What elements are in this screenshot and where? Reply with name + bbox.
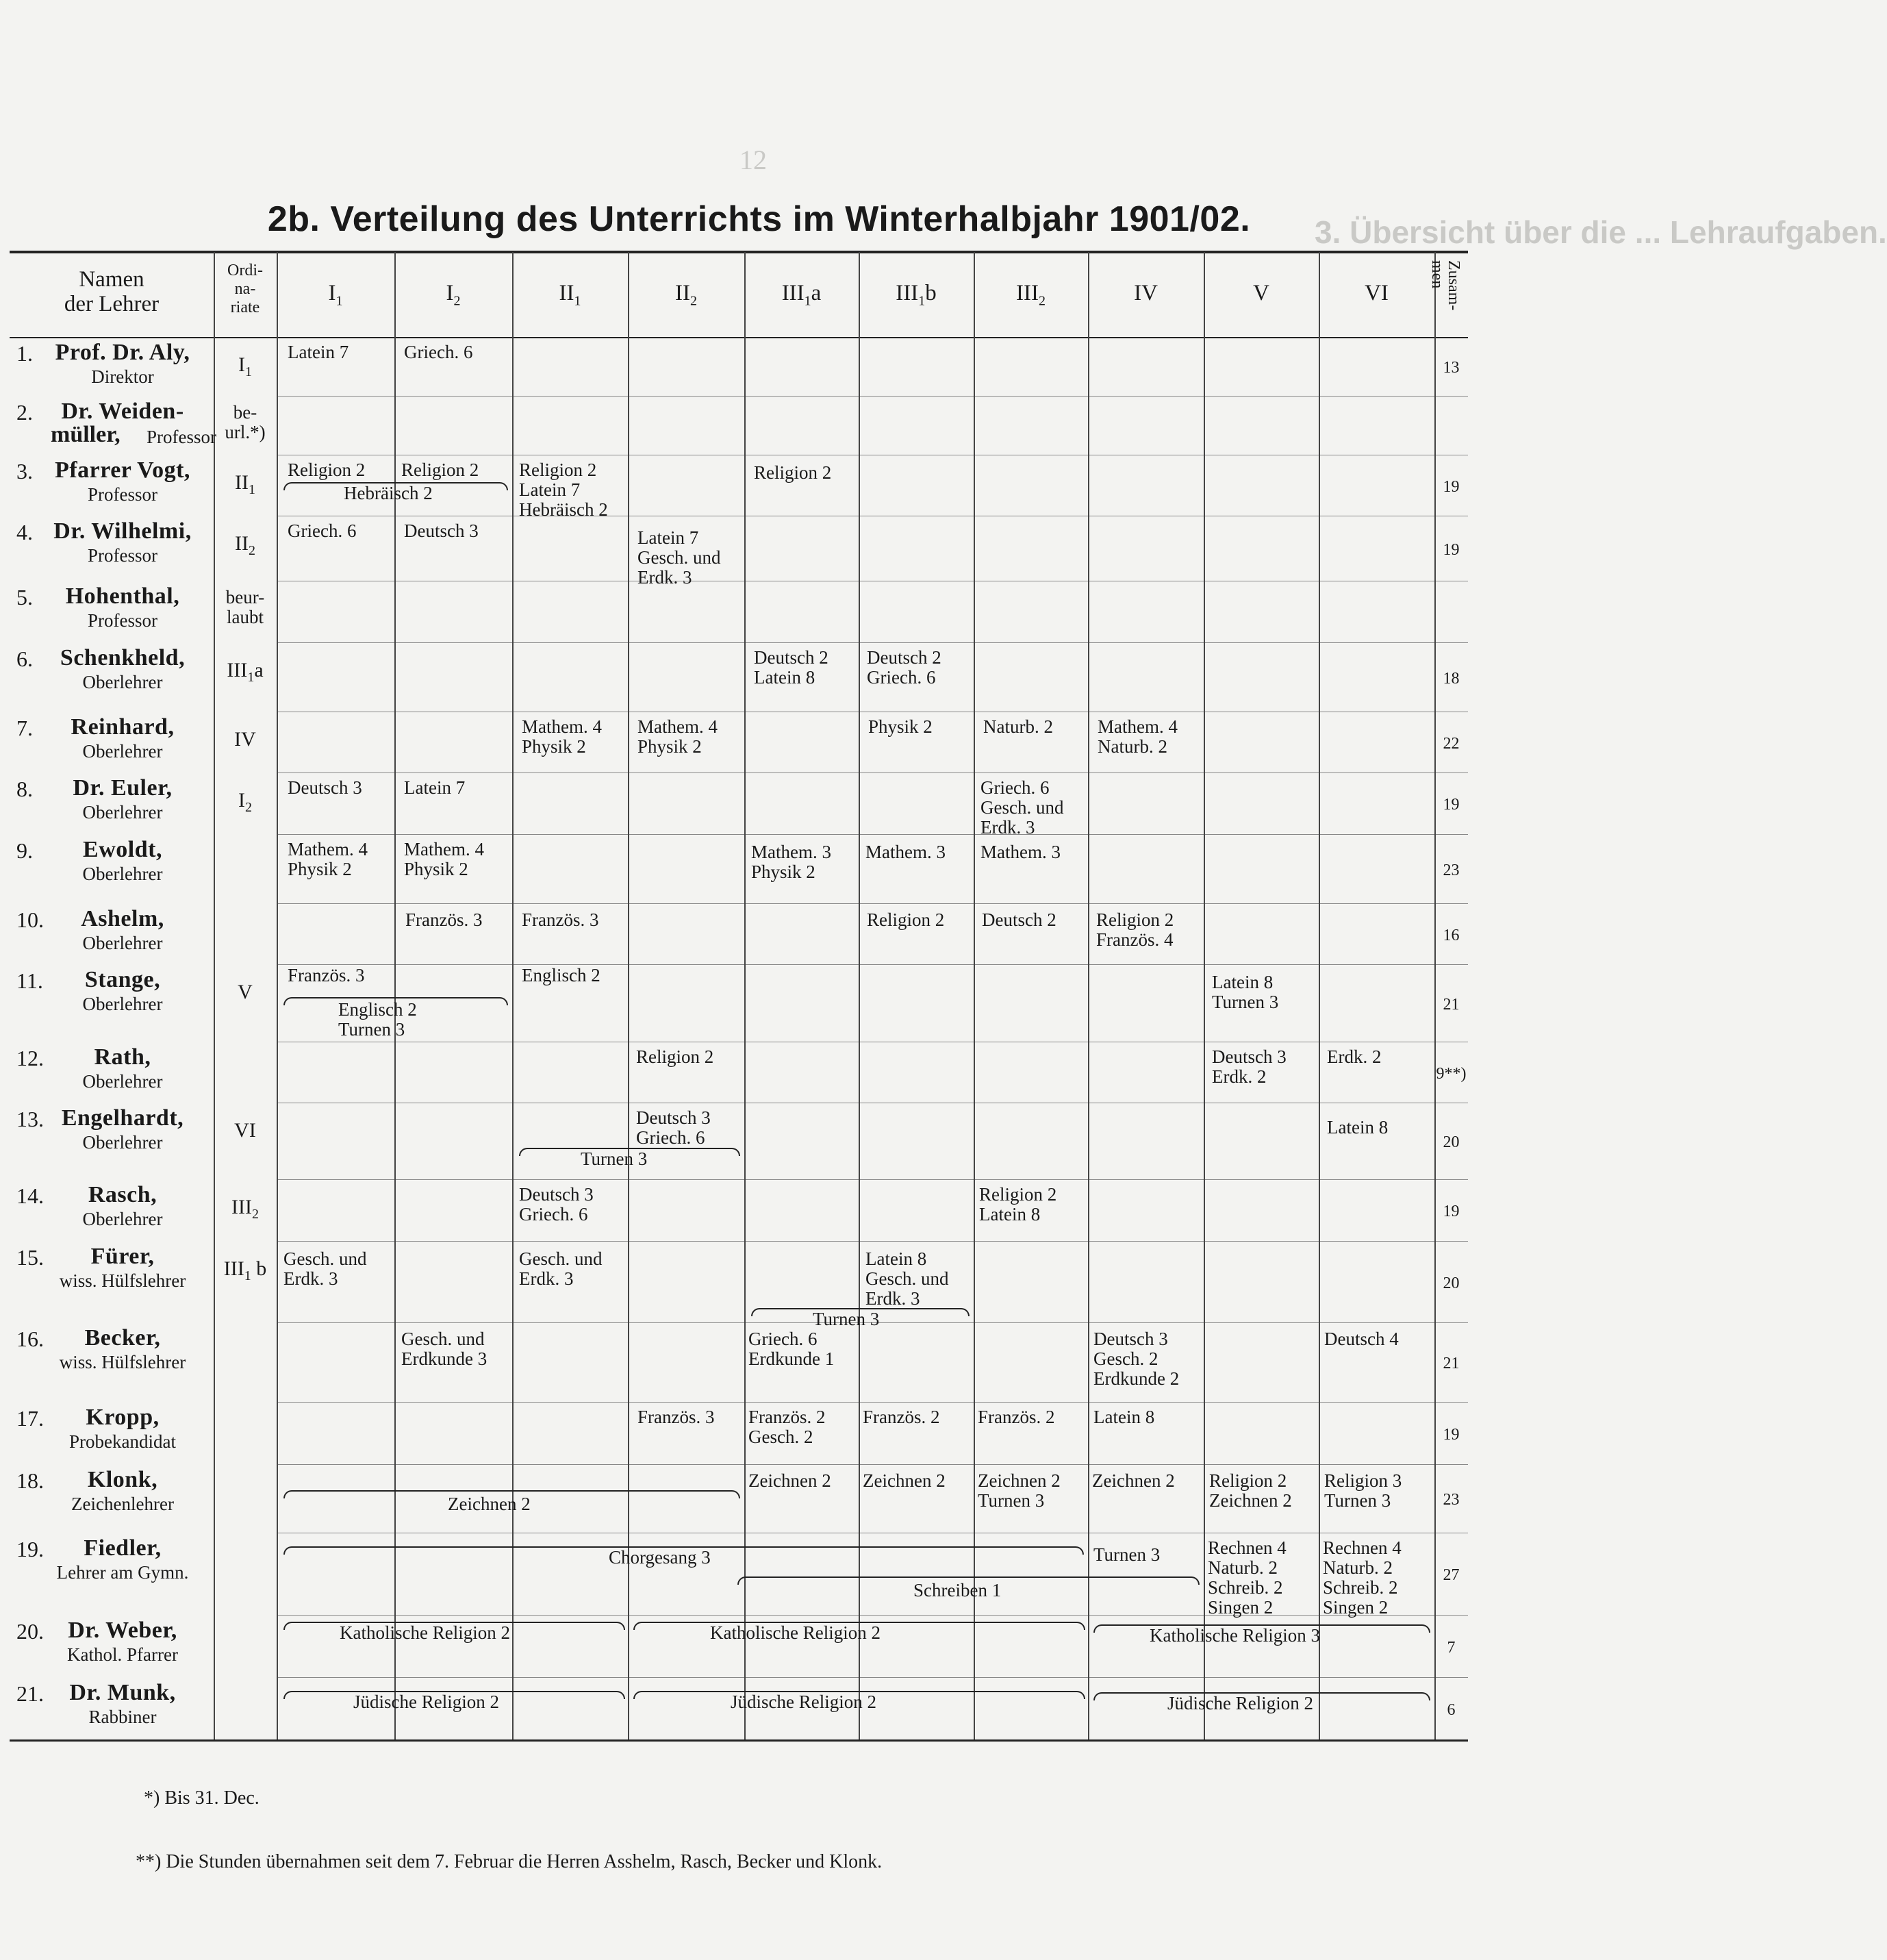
brace-kath-3 xyxy=(1093,1624,1430,1633)
teacher-number: 13. xyxy=(16,1107,44,1131)
class-base: II xyxy=(235,471,249,494)
cell-r18-c9: Religion 2 Zeichnen 2 xyxy=(1209,1470,1292,1511)
teacher-name xyxy=(23,457,222,483)
header-class-c10 xyxy=(1319,281,1434,305)
teacher-number: 12. xyxy=(16,1046,44,1070)
teacher-total-hours: 16 xyxy=(1443,926,1460,944)
cell-r20-c4: Katholische Religion 2 xyxy=(710,1622,881,1643)
footnote-2: **) Die Stunden übernahmen seit dem 7. Februar die Herren Asshelm, Rasch, Becker und Klonk. xyxy=(136,1851,883,1872)
header-class-c2 xyxy=(394,281,512,309)
teacher-name xyxy=(23,775,222,801)
teacher-title: wiss. Hülfslehrer xyxy=(59,1352,186,1372)
cell-r11-c1: Französ. 3 xyxy=(288,965,365,985)
cell-r19-c10: Rechnen 4 Naturb. 2 Schreib. 2 Singen 2 xyxy=(1323,1537,1402,1618)
teacher-title: Kathol. Pfarrer xyxy=(67,1644,178,1665)
teacher-title: Oberlehrer xyxy=(82,672,163,692)
teacher-total-hours: 27 xyxy=(1443,1566,1460,1584)
teacher-title: Oberlehrer xyxy=(82,741,163,762)
row-divider xyxy=(277,964,1468,965)
row-divider xyxy=(277,1241,1468,1242)
cell-r11-c9: Latein 8 Turnen 3 xyxy=(1212,972,1279,1012)
teacher-name-text: Prof. Dr. Aly, xyxy=(55,340,190,365)
header-class-c7 xyxy=(974,281,1088,309)
class-base: IV xyxy=(1134,281,1158,305)
class-base: III xyxy=(227,659,248,681)
header-class-c8 xyxy=(1088,281,1204,305)
cell-r9-c7: Mathem. 3 xyxy=(980,842,1061,862)
teacher-total-hours: 19 xyxy=(1443,540,1460,559)
class-base: I xyxy=(238,789,245,812)
cell-r17-c6: Französ. 2 xyxy=(863,1407,940,1427)
cell-r17-c8: Latein 8 xyxy=(1093,1407,1155,1427)
teacher-ordinariate xyxy=(214,1196,277,1222)
cell-r16-c2: Gesch. und Erdkunde 3 xyxy=(401,1329,487,1369)
row-divider xyxy=(277,903,1468,904)
teacher-title: Oberlehrer xyxy=(82,994,163,1014)
cell-r13-c4: Deutsch 3 Griech. 6 xyxy=(636,1107,711,1148)
teacher-total-hours: 23 xyxy=(1443,1491,1460,1509)
teacher-name-text: Fiedler, xyxy=(84,1535,162,1561)
cell-r7-c4: Mathem. 4 Physik 2 xyxy=(637,716,718,757)
teacher-name-text: Dr. Munk, xyxy=(69,1680,176,1705)
teacher-number: 19. xyxy=(16,1537,44,1561)
class-suffix: b xyxy=(251,1257,267,1280)
teacher-name-text: Kropp, xyxy=(86,1405,160,1430)
column-divider xyxy=(1088,252,1089,1739)
cell-r18-c1: Zeichnen 2 xyxy=(448,1494,531,1514)
cell-r19-c4: Chorgesang 3 xyxy=(609,1547,711,1568)
header-names: Namen der Lehrer xyxy=(64,267,160,316)
class-base: II xyxy=(559,281,574,305)
row-divider xyxy=(277,834,1468,835)
teacher-name xyxy=(23,645,222,670)
cell-r17-c4: Französ. 3 xyxy=(637,1407,715,1427)
teacher-number: 6. xyxy=(16,646,33,671)
teacher-name-text: Klonk, xyxy=(87,1467,158,1492)
row-divider xyxy=(277,772,1468,773)
page-title: 2b. Verteilung des Unterrichts im Winterhalbjahr 1901/02. xyxy=(267,199,1251,239)
teacher-total-hours: 21 xyxy=(1443,1355,1460,1372)
header-rule xyxy=(10,337,1468,338)
teacher-total-hours: 20 xyxy=(1443,1133,1460,1151)
cell-r15-c6: Latein 8 Gesch. und Erdk. 3 xyxy=(865,1248,949,1309)
teacher-name xyxy=(23,401,222,423)
row-divider xyxy=(277,1677,1468,1678)
cell-r21-c4: Jüdische Religion 2 xyxy=(731,1692,876,1712)
cell-r18-c8: Zeichnen 2 xyxy=(1092,1470,1175,1491)
teacher-name-text: Engelhardt, xyxy=(61,1105,184,1131)
column-divider xyxy=(512,252,514,1739)
class-base: III xyxy=(1016,281,1039,305)
teacher-name-text: Reinhard, xyxy=(71,714,175,740)
brace-turnen-fuerer xyxy=(751,1308,970,1316)
teacher-name-text: Dr. Euler, xyxy=(73,775,173,801)
cell-r7-c7: Naturb. 2 xyxy=(983,716,1053,737)
bleed-through-heading: 3. Übersicht über die ... Lehraufgaben. xyxy=(1315,214,1887,250)
teacher-name-text: Hohenthal, xyxy=(65,583,180,609)
class-subscript: 1 xyxy=(574,293,581,309)
column-divider xyxy=(628,252,629,1739)
class-base: I xyxy=(238,353,245,376)
footnotes xyxy=(136,1745,883,1894)
cell-r8-c2: Latein 7 xyxy=(404,777,466,798)
teacher-number: 10. xyxy=(16,907,44,932)
row-divider xyxy=(277,642,1468,643)
cell-r18-c6: Zeichnen 2 xyxy=(863,1470,946,1491)
cell-r8-c7: Griech. 6 Gesch. und Erdk. 3 xyxy=(980,777,1064,838)
teacher-total-hours: 6 xyxy=(1447,1700,1456,1719)
cell-r20-c8: Katholische Religion 3 xyxy=(1150,1625,1320,1646)
teacher-name-text: Pfarrer Vogt, xyxy=(55,457,190,483)
cell-r19-c6: Schreiben 1 xyxy=(913,1580,1002,1600)
teacher-name xyxy=(23,1407,222,1429)
bleed-through-page-number: 12 xyxy=(739,145,767,175)
cell-r17-c5: Französ. 2 Gesch. 2 xyxy=(748,1407,826,1447)
class-base: III xyxy=(781,281,805,305)
class-base: II xyxy=(675,281,690,305)
cell-r15-c3: Gesch. und Erdk. 3 xyxy=(519,1248,603,1289)
teacher-number: 7. xyxy=(16,716,33,740)
cell-r19-c8: Turnen 3 xyxy=(1093,1544,1161,1565)
column-divider xyxy=(859,252,860,1739)
teacher-total-hours: 20 xyxy=(1443,1274,1460,1292)
cell-r18-c7: Zeichnen 2 Turnen 3 xyxy=(978,1470,1061,1511)
teacher-title: Oberlehrer xyxy=(82,802,163,822)
teacher-title: Probekandidat xyxy=(69,1431,176,1452)
brace-jued-1 xyxy=(283,1691,625,1699)
teacher-ordinariate: be- url.*) xyxy=(225,402,266,442)
teacher-title: Professor xyxy=(88,610,157,631)
teacher-name xyxy=(23,1246,222,1268)
teacher-number: 4. xyxy=(16,520,33,544)
row-divider xyxy=(277,396,1468,397)
schedule-table xyxy=(10,252,1468,1739)
teacher-name xyxy=(23,1620,222,1642)
teacher-name-text: Fürer, xyxy=(90,1244,155,1269)
brace-zeichnen xyxy=(283,1490,740,1498)
teacher-title: Direktor xyxy=(91,366,154,387)
cell-r10-c3: Französ. 3 xyxy=(522,909,599,930)
cell-r16-c8: Deutsch 3 Gesch. 2 Erdkunde 2 xyxy=(1093,1329,1180,1389)
teacher-name xyxy=(23,1467,222,1492)
class-subscript: 1 xyxy=(245,364,252,379)
teacher-title: wiss. Hülfslehrer xyxy=(59,1270,186,1291)
cell-r11-c1: Englisch 2 Turnen 3 xyxy=(338,999,417,1040)
teacher-name-text: Rath, xyxy=(94,1044,151,1070)
class-suffix: a xyxy=(254,659,264,681)
teacher-title: Oberlehrer xyxy=(82,933,163,953)
teacher-number: 17. xyxy=(16,1406,44,1431)
cell-r9-c5: Mathem. 3 Physik 2 xyxy=(751,842,831,882)
row-divider xyxy=(277,1615,1468,1616)
row-divider xyxy=(277,1402,1468,1403)
class-base: III xyxy=(223,1257,244,1280)
class-subscript: 1 xyxy=(918,293,926,309)
brace-hebraeisch xyxy=(283,482,508,490)
class-subscript: 2 xyxy=(251,1207,259,1222)
cell-r16-c10: Deutsch 4 xyxy=(1324,1329,1399,1349)
cell-r21-c1: Jüdische Religion 2 xyxy=(353,1692,499,1712)
teacher-name-text-2: müller, xyxy=(51,422,121,447)
teacher-name-text: Schenkheld, xyxy=(60,645,186,670)
teacher-number: 20. xyxy=(16,1619,44,1644)
class-suffix: b xyxy=(925,281,937,305)
class-base: VI xyxy=(234,1119,256,1142)
teacher-title: Zeichenlehrer xyxy=(71,1494,174,1514)
teacher-total-hours: 18 xyxy=(1443,669,1460,688)
cell-r1-c1: Latein 7 xyxy=(288,342,349,362)
brace-schreiben xyxy=(737,1576,1200,1585)
teacher-number: 5. xyxy=(16,585,33,610)
teacher-total-hours: 21 xyxy=(1443,995,1460,1014)
class-subscript: 2 xyxy=(453,293,461,309)
teacher-name xyxy=(23,1044,222,1070)
teacher-number: 14. xyxy=(16,1183,44,1208)
teacher-number: 18. xyxy=(16,1468,44,1493)
teacher-number: 3. xyxy=(16,459,33,483)
teacher-name xyxy=(23,1105,222,1131)
class-subscript: 1 xyxy=(804,293,811,309)
cell-r3-c5: Religion 2 xyxy=(754,462,832,483)
cell-r1-c2: Griech. 6 xyxy=(404,342,473,362)
cell-r9-c6: Mathem. 3 xyxy=(865,842,946,862)
teacher-ordinariate xyxy=(214,471,277,497)
brace-jued-2 xyxy=(633,1691,1085,1699)
teacher-title: Professor xyxy=(88,484,157,505)
cell-r18-c5: Zeichnen 2 xyxy=(748,1470,831,1491)
teacher-name-text: Rasch, xyxy=(88,1182,157,1207)
class-base: I xyxy=(328,281,336,305)
footnote-1: *) Bis 31. Dec. xyxy=(144,1787,259,1809)
class-base: IV xyxy=(234,728,256,751)
brace-chorgesang xyxy=(283,1546,1084,1555)
teacher-title: Professor xyxy=(147,427,216,447)
teacher-title: Professor xyxy=(88,545,157,566)
brace-englisch-turnen xyxy=(283,997,508,1005)
teacher-total-hours: 19 xyxy=(1443,477,1460,496)
cell-r10-c6: Religion 2 xyxy=(867,909,945,930)
teacher-ordinariate xyxy=(214,353,277,379)
class-subscript: 1 xyxy=(248,482,255,497)
brace-jued-3 xyxy=(1093,1692,1430,1700)
teacher-total-hours: 23 xyxy=(1443,861,1460,879)
cell-r15-c1: Gesch. und Erdk. 3 xyxy=(283,1248,367,1289)
teacher-name-text: Stange, xyxy=(84,967,161,992)
class-subscript: 1 xyxy=(247,670,255,685)
cell-r13-c3: Turnen 3 xyxy=(581,1148,648,1169)
teacher-name xyxy=(23,1535,222,1561)
teacher-name-text: Dr. Wilhelmi, xyxy=(53,518,192,544)
class-base: III xyxy=(896,281,919,305)
cell-r9-c2: Mathem. 4 Physik 2 xyxy=(404,839,484,879)
header-class-c6 xyxy=(859,281,974,309)
cell-r12-c10: Erdk. 2 xyxy=(1327,1046,1382,1067)
teacher-title: Rabbiner xyxy=(88,1707,157,1727)
cell-r15-c5: Turnen 3 xyxy=(813,1309,880,1329)
cell-r4-c4: Latein 7 Gesch. und Erdk. 3 xyxy=(637,527,721,588)
teacher-number: 2. xyxy=(16,400,33,425)
column-divider xyxy=(277,252,278,1739)
brace-kath-1 xyxy=(283,1622,625,1630)
column-divider xyxy=(1204,252,1205,1739)
class-base: I xyxy=(446,281,454,305)
cell-r3-c3: Religion 2 Latein 7 Hebräisch 2 xyxy=(519,460,608,520)
cell-r21-c8: Jüdische Religion 2 xyxy=(1167,1693,1313,1713)
header-ordinariate: Ordi- na- riate xyxy=(227,262,263,316)
cell-r6-c6: Deutsch 2 Griech. 6 xyxy=(867,647,941,688)
column-divider xyxy=(394,252,396,1739)
class-base: II xyxy=(235,532,249,555)
header-class-c9 xyxy=(1204,281,1319,305)
cell-r14-c3: Deutsch 3 Griech. 6 xyxy=(519,1184,594,1224)
class-base: V xyxy=(238,981,253,1003)
cell-r10-c2: Französ. 3 xyxy=(405,909,483,930)
teacher-name xyxy=(23,583,222,609)
class-suffix: a xyxy=(811,281,822,305)
teacher-name xyxy=(23,1680,222,1705)
teacher-name-text: Ewoldt, xyxy=(83,837,162,862)
class-subscript: 2 xyxy=(245,800,252,815)
teacher-name xyxy=(23,1325,222,1350)
brace-turnen-engelhardt xyxy=(519,1148,740,1156)
table-top-rule xyxy=(10,251,1468,253)
header-total: Zusam- men xyxy=(1428,260,1462,311)
header-class-c1 xyxy=(277,281,394,309)
column-divider xyxy=(974,252,975,1739)
teacher-number: 11. xyxy=(16,968,43,993)
table-bottom-rule xyxy=(10,1739,1468,1742)
teacher-title: Oberlehrer xyxy=(82,1209,163,1229)
cell-r17-c7: Französ. 2 xyxy=(978,1407,1055,1427)
cell-r7-c6: Physik 2 xyxy=(868,716,933,737)
teacher-name xyxy=(23,906,222,931)
teacher-name-text: Becker, xyxy=(84,1325,161,1350)
teacher-name-continued xyxy=(51,422,121,447)
cell-r20-c1: Katholische Religion 2 xyxy=(340,1622,510,1643)
row-divider xyxy=(277,1179,1468,1180)
teacher-number: 9. xyxy=(16,838,33,863)
cell-r12-c9: Deutsch 3 Erdk. 2 xyxy=(1212,1046,1287,1087)
class-base: V xyxy=(1253,281,1269,305)
teacher-name xyxy=(23,518,222,544)
cell-r3-c1: Hebräisch 2 xyxy=(344,483,433,503)
cell-r18-c10: Religion 3 Turnen 3 xyxy=(1324,1470,1402,1511)
teacher-total-hours: 19 xyxy=(1443,1203,1460,1220)
cell-r6-c5: Deutsch 2 Latein 8 xyxy=(754,647,828,688)
row-divider xyxy=(277,1464,1468,1465)
teacher-ordinariate xyxy=(214,789,277,815)
teacher-total-hours: 19 xyxy=(1443,796,1460,814)
header-class-c5 xyxy=(744,281,859,309)
teacher-number: 16. xyxy=(16,1327,44,1351)
teacher-total-hours: 13 xyxy=(1443,359,1460,377)
teacher-ordinariate: beur- laubt xyxy=(225,587,265,627)
teacher-ordinariate xyxy=(214,729,277,749)
class-base: III xyxy=(231,1196,252,1218)
class-subscript: 2 xyxy=(1038,293,1046,309)
cell-r13-c10: Latein 8 xyxy=(1327,1117,1389,1138)
cell-r3-c1: Religion 2 xyxy=(288,460,366,480)
teacher-name-text: Ashelm, xyxy=(81,906,164,931)
cell-r10-c7: Deutsch 2 xyxy=(982,909,1056,930)
column-divider xyxy=(1319,252,1320,1739)
header-class-c4 xyxy=(628,281,744,309)
teacher-ordinariate xyxy=(214,659,277,685)
teacher-number: 15. xyxy=(16,1245,44,1270)
teacher-name-text: Dr. Weber, xyxy=(68,1618,177,1643)
teacher-total-hours: 9**) xyxy=(1436,1064,1467,1083)
teacher-ordinariate xyxy=(214,532,277,558)
teacher-name-text: Dr. Weiden- xyxy=(61,399,184,424)
teacher-total-hours: 22 xyxy=(1443,734,1460,753)
teacher-name xyxy=(23,837,222,862)
class-subscript: 1 xyxy=(335,293,343,309)
cell-r8-c1: Deutsch 3 xyxy=(288,777,362,798)
cell-r10-c8: Religion 2 Französ. 4 xyxy=(1096,909,1174,950)
teacher-title: Lehrer am Gymn. xyxy=(56,1562,189,1583)
teacher-ordinariate xyxy=(214,982,277,1002)
class-subscript: 2 xyxy=(248,543,255,558)
teacher-ordinariate xyxy=(214,1257,277,1283)
column-divider xyxy=(744,252,746,1739)
teacher-number: 1. xyxy=(16,341,33,366)
cell-r9-c1: Mathem. 4 Physik 2 xyxy=(288,839,368,879)
teacher-number: 21. xyxy=(16,1681,44,1706)
teacher-name xyxy=(23,342,222,364)
cell-r19-c9: Rechnen 4 Naturb. 2 Schreib. 2 Singen 2 xyxy=(1208,1537,1287,1618)
teacher-title: Oberlehrer xyxy=(82,1132,163,1153)
teacher-name xyxy=(23,967,222,992)
brace-kath-2 xyxy=(633,1622,1085,1630)
cell-r3-c2: Religion 2 xyxy=(401,460,479,480)
teacher-ordinariate xyxy=(214,1120,277,1140)
teacher-total-hours: 19 xyxy=(1443,1425,1460,1444)
cell-r11-c3: Englisch 2 xyxy=(522,965,600,985)
teacher-name xyxy=(23,714,222,740)
cell-r12-c4: Religion 2 xyxy=(636,1046,714,1067)
class-base: VI xyxy=(1365,281,1389,305)
teacher-title: Oberlehrer xyxy=(82,1071,163,1092)
cell-r4-c2: Deutsch 3 xyxy=(404,520,479,541)
cell-r7-c3: Mathem. 4 Physik 2 xyxy=(522,716,602,757)
cell-r16-c5: Griech. 6 Erdkunde 1 xyxy=(748,1329,835,1369)
cell-r14-c7: Religion 2 Latein 8 xyxy=(979,1184,1057,1224)
class-subscript: 2 xyxy=(689,293,697,309)
header-class-c3 xyxy=(512,281,628,309)
class-subscript: 1 xyxy=(244,1268,251,1283)
cell-r7-c8: Mathem. 4 Naturb. 2 xyxy=(1098,716,1178,757)
teacher-total-hours: 7 xyxy=(1447,1638,1456,1657)
teacher-name xyxy=(23,1182,222,1207)
teacher-number: 8. xyxy=(16,777,33,801)
cell-r4-c1: Griech. 6 xyxy=(288,520,357,541)
teacher-title: Oberlehrer xyxy=(82,864,163,884)
